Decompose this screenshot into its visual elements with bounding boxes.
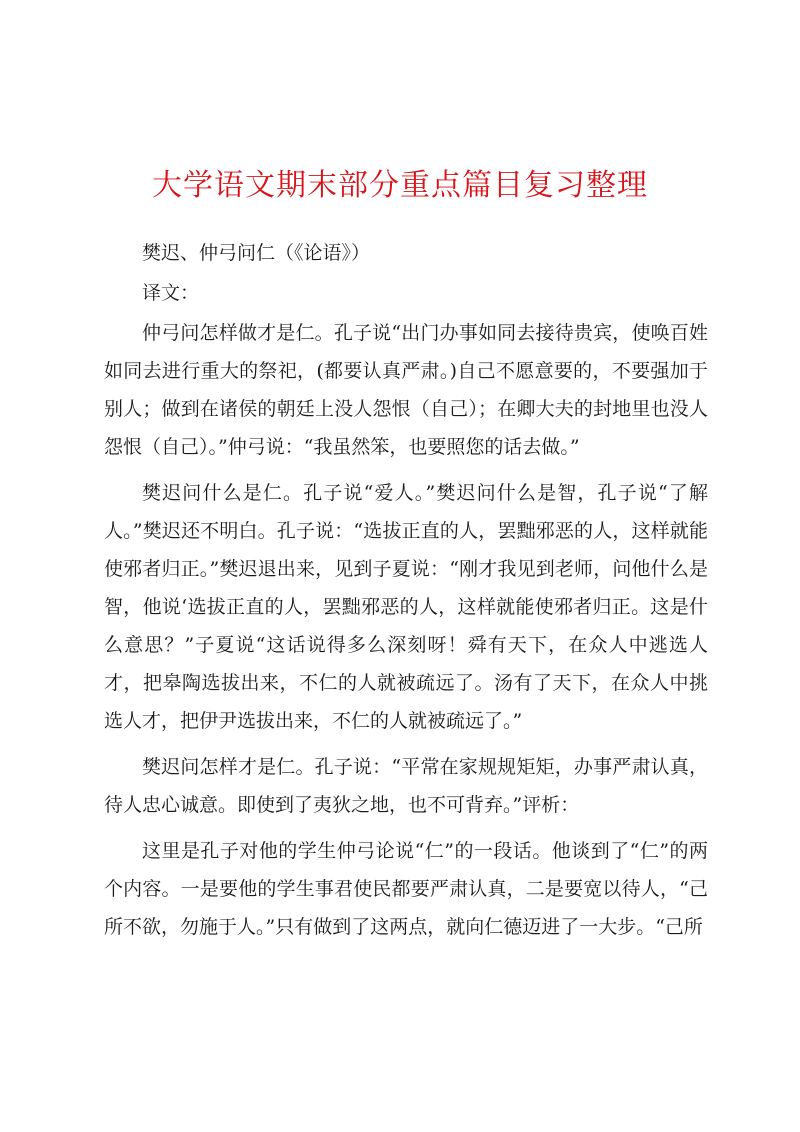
document-body	[104, 234, 708, 954]
body-paragraph: 仲弓问怎样做才是仁。孔子说“出门办事如同去接待贵宾，使唤百姓如同去进行重大的祭祀，(都要认真严肃。)自己不愿意要的，不要强加于别人；做到在诸侯的朝廷上没人怨恨（自己）；在卿大夫的封地里也没人怨恨（自己）。”仲弓说：“我虽然笨，也要照您的话去做。”	[104, 322, 708, 458]
translation-label: 译文：	[142, 282, 200, 304]
document-title: 大学语文期末部分重点篇目复习整理	[152, 168, 648, 203]
body-paragraph: 这里是孔子对他的学生仲弓论说“仁”的一段话。他谈到了“仁”的两个内容。一是要他的学生事君使民都要严肃认真，二是要宽以待人，“己所不欲，勿施于人。”只有做到了这两点，就向仁德迈进了一大步。“己所	[104, 840, 708, 938]
body-paragraph: 樊迟问怎样才是仁。孔子说：“平常在家规规矩矩，办事严肃认真，待人忠心诚意。即使到了夷狄之地，也不可背弃。”评析：	[104, 756, 708, 816]
section-heading: 樊迟、仲弓问仁（《论语》）	[142, 242, 371, 264]
body-paragraph: 樊迟问什么是仁。孔子说“爱人。”樊迟问什么是智，孔子说“了解人。”樊迟还不明白。孔子说：“选拔正直的人，罢黜邪恶的人，这样就能使邪者归正。”樊迟退出来，见到子夏说：“刚才我见到老师，问他什么是智，他说‘选拔正直的人，罢黜邪恶的人，这样就能使邪者归正。这是什么意思？”子夏说“这话说得多么深刻呀！舜有天下，在众人中逃选人才，把皋陶选拔出来，不仁的人就被疏远了。汤有了天下，在众人中挑选人才，把伊尹选拔出来，不仁的人就被疏远了。”	[104, 482, 708, 732]
